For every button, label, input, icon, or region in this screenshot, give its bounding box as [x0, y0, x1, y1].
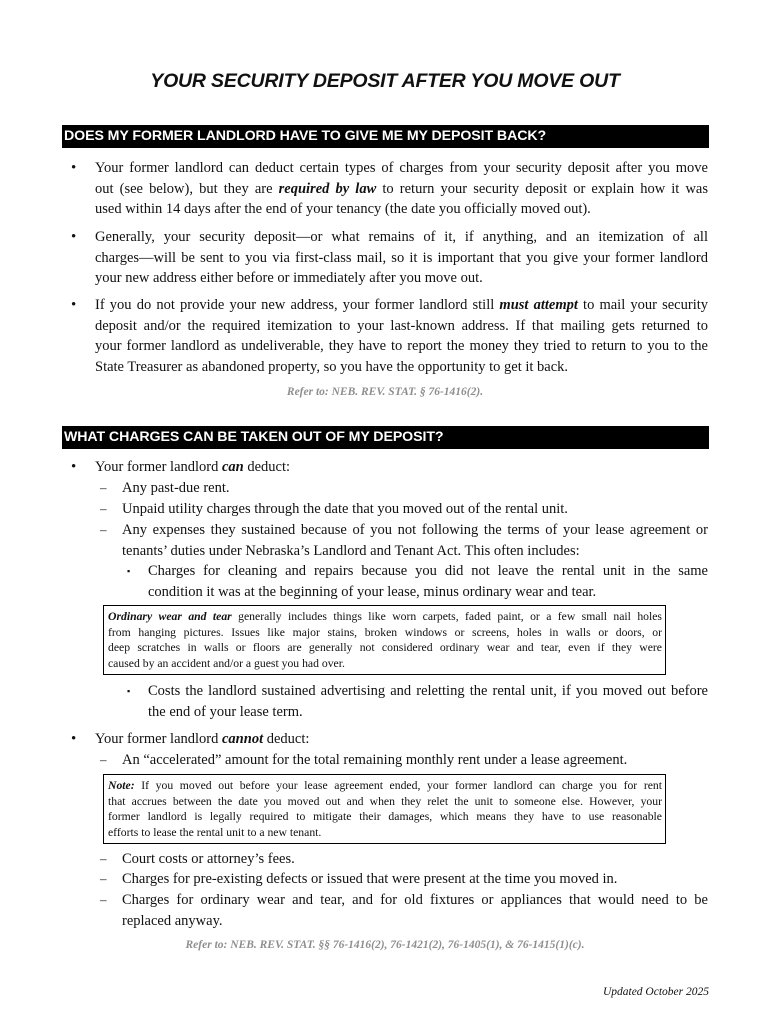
- bullet-paragraph-line: [95, 316, 708, 336]
- text-run: to mail your security: [577, 297, 708, 313]
- text-run: former landlord is legally required to mitigate their damages, which means they have to use reasonable: [108, 810, 662, 823]
- can-deduct-item: [122, 541, 708, 561]
- cleaning-repairs-item: [148, 582, 708, 602]
- text-run: to return your security deposit or explain how it was: [376, 180, 708, 197]
- text-run: deep scratches in walls or floors are generally not considered ordinary wear and tear, even if they were: [108, 641, 662, 654]
- text-run: the end of your lease term.: [148, 703, 303, 720]
- text-run: out (see below), but they are: [95, 180, 279, 197]
- text-run: Unpaid utility charges through the date that you moved out of the rental unit.: [122, 501, 568, 517]
- reference-citation-2: Refer to: NEB. REV. STAT. §§ 76-1416(2), 76-1421(2), 76-1405(1), & 76-1415(1)(c).: [185, 939, 585, 951]
- reletting-costs-item: [148, 681, 708, 701]
- bullet-marker: •: [71, 297, 77, 313]
- dash-marker: –: [100, 480, 107, 495]
- dash-marker: –: [100, 752, 107, 767]
- text-run: If you moved out before your lease agreement ended, your former landlord can charge you for rent: [134, 779, 662, 792]
- dash-marker: –: [100, 851, 107, 866]
- emphasis-text: [222, 459, 244, 475]
- square-bullet-marker: ▪: [127, 566, 131, 576]
- emphasis-text: Note:: [108, 779, 135, 792]
- bullet-paragraph-line: [95, 357, 708, 377]
- text-run: State Treasurer as abandoned property, so you have the opportunity to get it back.: [95, 358, 569, 375]
- text-run: your former landlord as undeliverable, they have to report the money they tried to return to you to the: [95, 338, 708, 354]
- cannot-deduct-item: [122, 750, 708, 770]
- text-run: condition it was at the beginning of your lease, minus ordinary wear and tear.: [148, 583, 597, 600]
- cannot-deduct-intro: [95, 729, 495, 749]
- updated-date: Updated October 2025: [602, 986, 709, 998]
- early-move-out-note-box: [103, 774, 666, 844]
- text-run: If you do not provide your new address, your former landlord still: [95, 297, 500, 313]
- text-run: Any past-due rent.: [122, 480, 230, 496]
- dash-marker: –: [100, 892, 107, 907]
- text-run: deduct:: [243, 459, 291, 475]
- text-run: Any expenses they sustained because of you not following the terms of your lease agreement or: [122, 522, 708, 538]
- ordinary-wear-note-box: [103, 605, 666, 675]
- bullet-paragraph-line: [95, 179, 708, 199]
- text-run: deduct:: [263, 731, 310, 747]
- section-heading-deposit-return: DOES MY FORMER LANDLORD HAVE TO GIVE ME MY DEPOSIT BACK?: [62, 125, 709, 148]
- text-run: that accrues between the date you moved out and when they relet the unit to someone else. However, your: [108, 794, 662, 808]
- can-deduct-intro: [95, 457, 495, 477]
- text-run: An “accelerated” amount for the total remaining monthly rent under a lease agreement.: [122, 752, 628, 768]
- bullet-marker: •: [71, 731, 77, 747]
- bullet-paragraph-line: [95, 248, 708, 268]
- text-run: generally includes things like worn carpets, faded paint, or a few small nail holes: [231, 610, 662, 623]
- bullet-paragraph-line: [95, 268, 708, 288]
- emphasis-text: [222, 731, 263, 747]
- text-run: replaced anyway.: [122, 912, 223, 929]
- emphasis-text: Ordinary wear and tear: [108, 610, 232, 623]
- bullet-paragraph-line: [95, 158, 708, 178]
- emphasis-text: required by law: [278, 180, 377, 197]
- text-run: Costs the landlord sustained advertising and reletting the rental unit, if you moved out before: [148, 683, 708, 699]
- bullet-paragraph-line: [95, 295, 708, 315]
- text-run: Your former landlord: [95, 731, 222, 747]
- emphasis-text: [279, 181, 377, 197]
- bullet-paragraph-line: [95, 227, 708, 247]
- bullet-paragraph-line: [95, 199, 708, 219]
- dash-marker: –: [100, 501, 107, 516]
- text-run: used within 14 days after the end of your tenancy (the date you officially moved out).: [95, 201, 591, 217]
- can-deduct-item: [122, 499, 708, 519]
- emphasis-text: can: [222, 459, 244, 475]
- emphasis-text: [499, 297, 577, 313]
- emphasis-text: cannot: [222, 731, 264, 747]
- reference-citation-1: Refer to: NEB. REV. STAT. § 76-1416(2).: [286, 386, 484, 398]
- bullet-marker: •: [71, 229, 77, 245]
- square-bullet-marker: ▪: [127, 686, 131, 696]
- cleaning-repairs-item: [148, 561, 708, 581]
- can-deduct-item: [122, 520, 708, 540]
- text-run: caused by an accident and/or a guest you had over.: [108, 656, 345, 670]
- text-run: from hanging pictures. Issues like major stains, broken windows or screens, holes in walls or doors, or: [108, 625, 662, 639]
- dash-marker: –: [100, 871, 107, 886]
- text-run: your new address either before or immediately after you move out.: [95, 270, 483, 286]
- text-run: Charges for pre-existing defects or issued that were present at the time you moved in.: [122, 871, 618, 887]
- text-run: Your former landlord: [95, 459, 222, 475]
- text-run: Generally, your security deposit—or what remains of it, if anything, and an itemization of all: [95, 229, 708, 245]
- dash-marker: –: [100, 522, 107, 537]
- bullet-paragraph-line: [95, 336, 708, 356]
- text-run: Charges for cleaning and repairs because you did not leave the rental unit in the same: [148, 563, 708, 579]
- text-run: Charges for ordinary wear and tear, and for old fixtures or appliances that would need to be: [122, 892, 708, 908]
- cannot-deduct-item: [122, 890, 708, 910]
- text-run: tenants’ duties under Nebraska’s Landlord and Tenant Act. This often includes:: [122, 542, 580, 559]
- text-run: Your former landlord can deduct certain types of charges from your security deposit after you move: [95, 160, 708, 176]
- cannot-deduct-item: [122, 869, 708, 889]
- bullet-marker: •: [71, 459, 77, 475]
- text-run: Court costs or attorney’s fees.: [122, 851, 295, 867]
- emphasis-text: must attempt: [499, 297, 578, 313]
- can-deduct-item: [122, 478, 708, 498]
- cannot-deduct-item: [122, 911, 708, 931]
- reletting-costs-item: [148, 702, 708, 722]
- text-run: efforts to lease the rental unit to a new tenant.: [108, 825, 322, 839]
- bullet-marker: •: [71, 160, 77, 176]
- cannot-deduct-item: [122, 849, 708, 869]
- page-title: YOUR SECURITY DEPOSIT AFTER YOU MOVE OUT: [150, 70, 620, 92]
- text-run: charges—will be sent to you via first-class mail, so it is important that you give your former landlord: [95, 249, 708, 266]
- section-heading-charges: WHAT CHARGES CAN BE TAKEN OUT OF MY DEPOSIT?: [62, 426, 709, 449]
- text-run: deposit and/or the required itemization to your last-known address. If that mailing gets returned to: [95, 317, 708, 334]
